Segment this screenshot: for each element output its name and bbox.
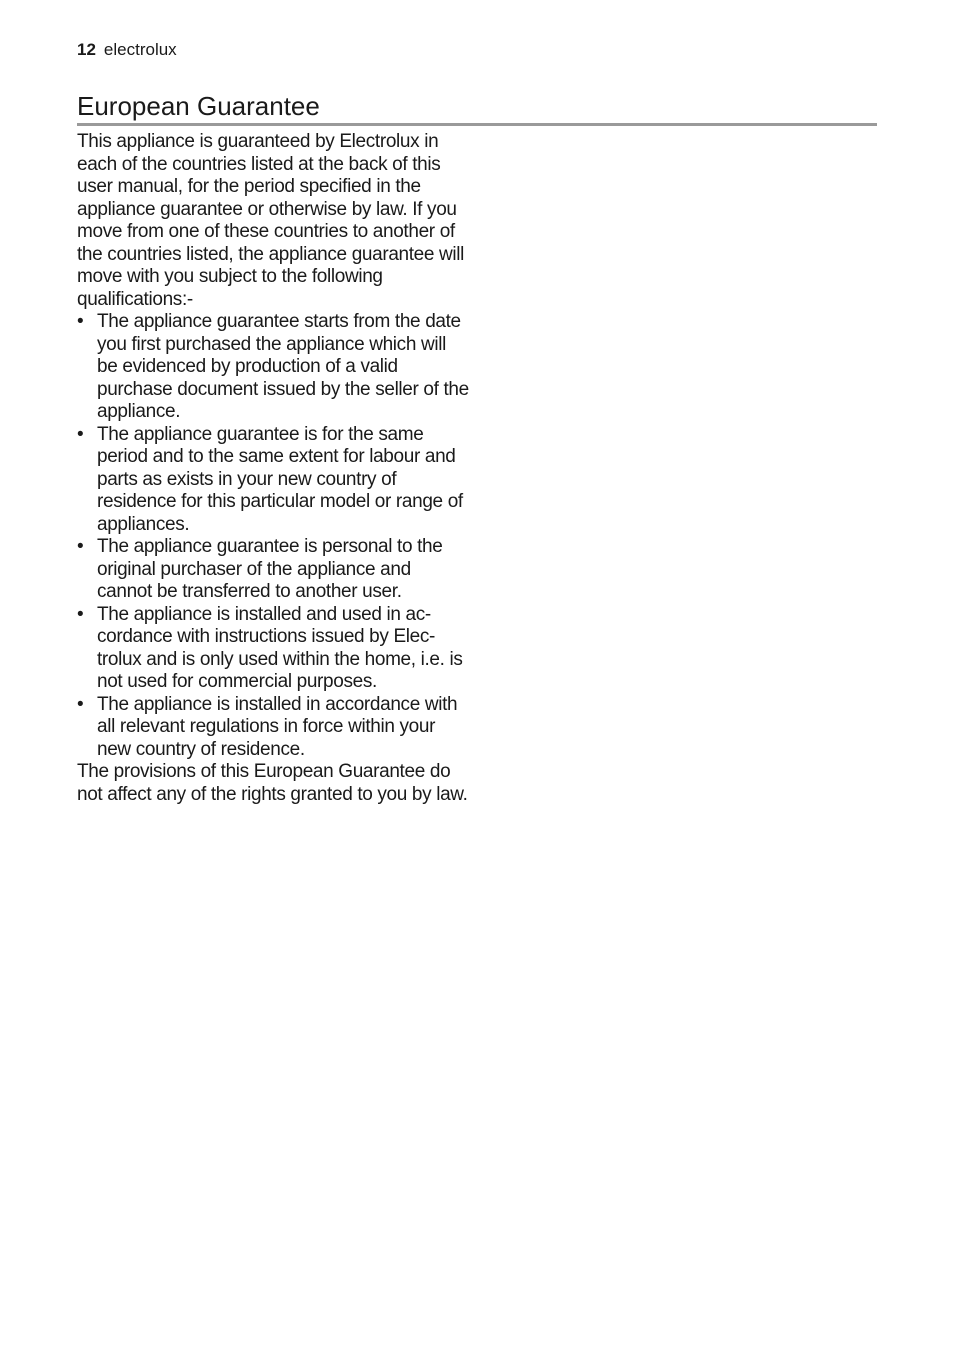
list-item [77, 536, 469, 604]
list-item [77, 604, 469, 694]
qualifications-list [77, 311, 469, 761]
bullet-icon: • [77, 311, 84, 332]
bullet-icon: • [77, 536, 84, 557]
page-header [77, 39, 177, 61]
page-number: 12 [77, 40, 96, 59]
list-item [77, 694, 469, 762]
list-item-text: The appliance guarantee is for the same period and to the same extent for labour and parts as exists in your new country of residence for this particular model or range of appliances. [97, 423, 463, 535]
bullet-icon: • [77, 693, 84, 715]
closing-paragraph: The provisions of this European Guarantee do not affect any of the rights granted to you by law. [77, 761, 468, 805]
bullet-icon: • [77, 603, 84, 625]
guarantee-body [77, 131, 469, 806]
list-item-text: The appliance guarantee starts from the date you first purchased the appliance which will be evidenced by production of a valid purchase document issued by the seller of the appliance. [97, 311, 469, 422]
intro-paragraph: This appliance is guaranteed by Electrolux in each of the countries listed at the back of this user manual, for the period specified in the appliance guarantee or otherwise by law. If you move from one of these countries to another of the countries listed, the appliance guarantee will move with you subject to the following qualifications:- [77, 131, 465, 310]
list-item [77, 424, 469, 537]
list-item-text: The appliance is installed in accordance with all relevant regulations in force within your new country of residence. [97, 693, 458, 760]
list-item-text: The appliance guarantee is personal to the original purchaser of the appliance and cannot be transferred to another user. [97, 536, 443, 602]
brand-name: electrolux [103, 40, 177, 59]
list-item [77, 311, 469, 424]
section-title: European Guarantee [77, 90, 877, 126]
list-item-text: The appliance is installed and used in accordance with instructions issued by Electrolux and is only used within the home, i.e. is not used for commercial purposes. [97, 603, 463, 692]
bullet-icon: • [77, 423, 84, 445]
